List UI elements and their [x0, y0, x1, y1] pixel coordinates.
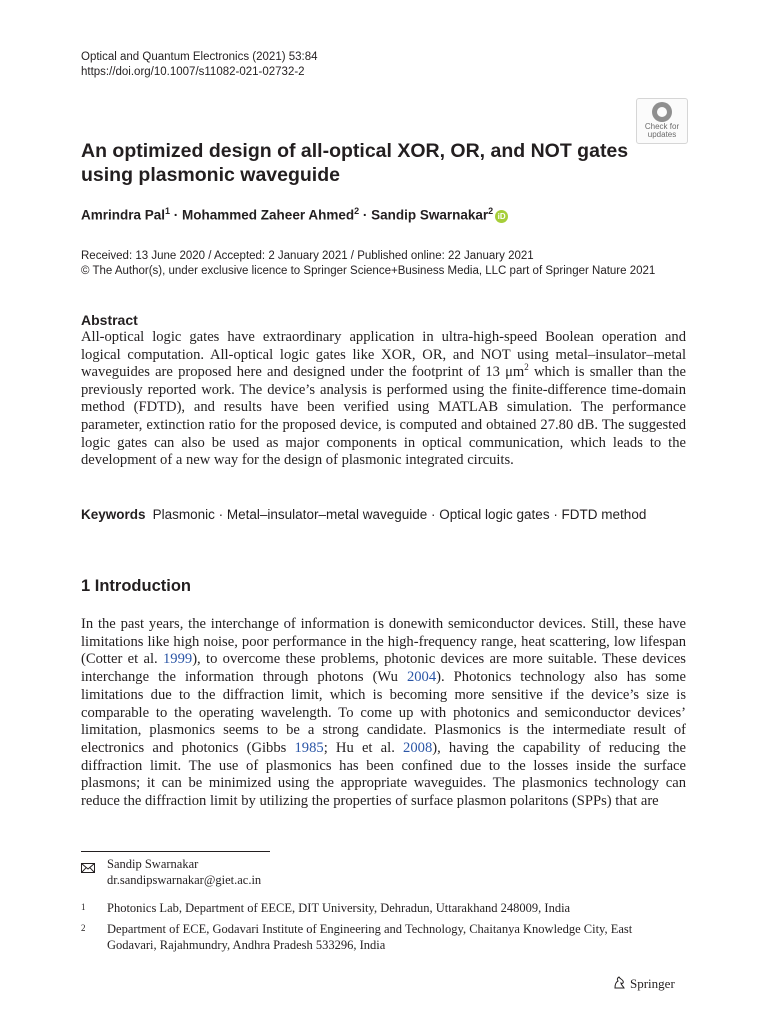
citation-link[interactable]: 1985 [294, 739, 324, 756]
author-affiliation-mark: 2 [488, 206, 494, 216]
keywords-list: Plasmonic · Metal–insulator–metal waveguide · Optical logic gates · FDTD method [152, 507, 647, 522]
abstract-body [81, 329, 686, 470]
author-affiliation-mark: 2 [354, 206, 360, 216]
history-dates: Received: 13 June 2020 / Accepted: 2 January 2021 / Published online: 22 January 2021 [81, 250, 534, 262]
author-list [81, 206, 508, 223]
intro-text: ), having the capability of reducing the diffraction limit. The use of plasmonics has been confined due to the losses inside the surface plasmons; it can be minimized using the appropriate waveguides. The plasmonics technology can reduce the diffraction limit by utilizing the properties of surface plasmon polaritons (SPPs) that are [81, 739, 686, 810]
publication-dates [81, 249, 655, 279]
journal-header [81, 50, 318, 80]
check-for-updates-badge[interactable] [636, 98, 688, 144]
affiliation-text: Department of ECE, Godavari Institute of Engineering and Technology, Chaitanya Knowledge City, East Godavari, Rajahmundry, Andhra Pradesh 533296, India [107, 922, 633, 952]
abstract-heading: Abstract [81, 312, 138, 328]
footnote-divider [81, 851, 270, 852]
intro-text: ), to overcome these problems, photonic devices are more suitable. These devices interchange the information through photons (Wu [81, 651, 686, 686]
publisher-logo [612, 976, 675, 992]
orcid-icon[interactable]: iD [495, 210, 508, 223]
journal-citation: Optical and Quantum Electronics (2021) 53:84 [81, 51, 318, 63]
citation-link[interactable]: 2004 [406, 669, 437, 686]
springer-horse-icon [612, 976, 626, 990]
paper-title: An optimized design of all-optical XOR, OR, and NOT gates using plasmonic waveguide [81, 140, 629, 186]
author-separator: · [170, 207, 183, 223]
affiliation-number: 2 [81, 923, 86, 933]
abstract-text-2: which is smaller than the previously reported work. The device’s analysis is performed using the finite-difference time-domain method (FDTD), and results have been verified using MATLAB simulation. The performance parameter, extinction ratio for the proposed device, is computed and obtained 27.80 dB. The suggested logic gates can also be used as major components in optical communication, which leads to the development of a new way for the design of plasmonic integrated circuits. [81, 364, 686, 469]
intro-text: ; Hu et al. [323, 739, 404, 756]
keywords-label: Keywords [81, 507, 146, 522]
affiliation-text: Photonics Lab, Department of EECE, DIT University, Dehradun, Uttarakhand 248009, India [107, 901, 571, 915]
citation-link[interactable]: 1999 [163, 651, 193, 668]
doi-link[interactable]: https://doi.org/10.1007/s11082-021-02732-2 [81, 66, 305, 78]
intro-text: In the past years, the interchange of information is donewith semiconductor devices. Still, these have limitations like high noise, poor performance in the high-frequency range, heat scattering, low lifespan (Cotter et al. [81, 616, 686, 668]
corresponding-author-email[interactable]: dr.sandipswarnakar@giet.ac.in [107, 872, 262, 887]
author-affiliation-mark: 1 [165, 206, 171, 216]
corresponding-author-name: Sandip Swarnakar [107, 857, 199, 871]
author-name[interactable]: Amrindra Pal [81, 207, 166, 223]
author-name[interactable]: Mohammed Zaheer Ahmed [182, 207, 355, 223]
abstract-text-1: All-optical logic gates have extraordinary application in ultra-high-speed Boolean operation and logical computation. All-optical logic gates like XOR, OR, and NOT using metal–insulator–metal waveguides are proposed here and designed under the footprint of 13 μm [81, 329, 686, 381]
introduction-body [81, 616, 686, 811]
affiliation-number: 1 [81, 902, 86, 912]
intro-text: ). Photonics technology also has some limitations due to the diffraction limit, which is becoming more sensitive if the device’s size is comparable to the operating wavelength. To come up with photonics and semiconductor devices’ limitation, plasmonics seems to be a strong candidate. Plasmonics is the intermediate result of electronics and photonics (Gibbs [81, 669, 686, 756]
citation-link[interactable]: 2008 [403, 739, 433, 756]
corresponding-author [107, 857, 261, 888]
envelope-icon [81, 860, 95, 878]
unit-superscript: 2 [524, 362, 529, 373]
author-name[interactable]: Sandip Swarnakar [371, 207, 489, 223]
publisher-name: Springer [630, 976, 675, 991]
check-for-updates-icon [652, 102, 672, 122]
section-heading-introduction: 1 Introduction [81, 577, 191, 595]
author-separator: · [359, 207, 372, 223]
badge-line-2: updates [647, 130, 677, 139]
copyright-line: © The Author(s), under exclusive licence to Springer Science+Business Media, LLC part of Springer Nature 2021 [81, 265, 656, 277]
keywords-block [81, 506, 686, 525]
badge-line-1: Check for [644, 122, 680, 131]
